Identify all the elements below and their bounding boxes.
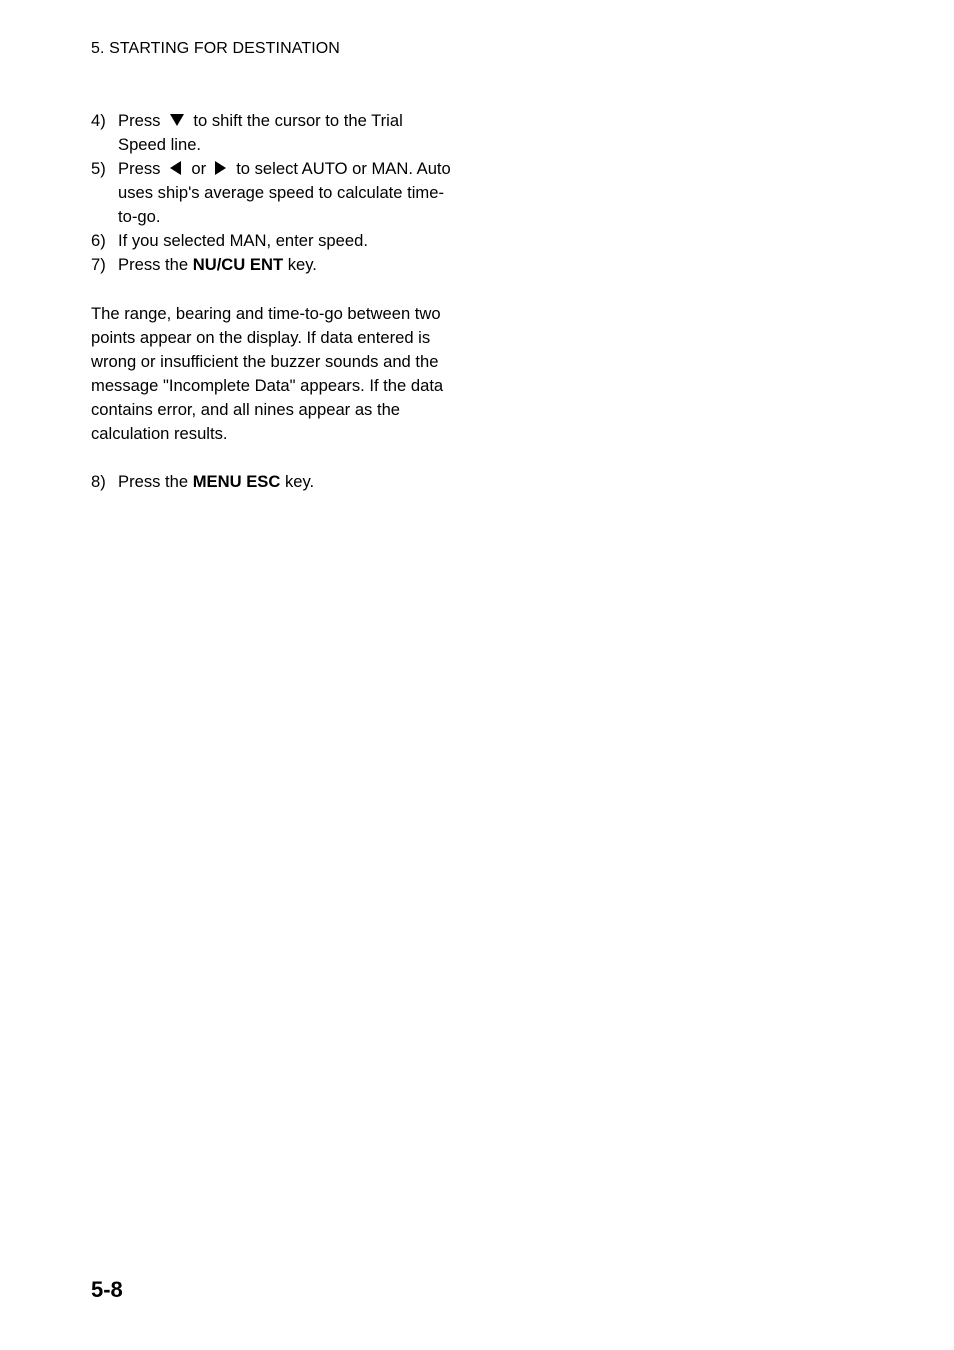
key-name: MENU ESC (192, 472, 281, 491)
step-text-pre: Press the (118, 255, 189, 274)
step-text-post: key. (284, 472, 315, 491)
step-6 (91, 229, 451, 253)
page-number: 5-8 (91, 1277, 123, 1302)
running-header: 5. STARTING FOR DESTINATION (91, 40, 340, 57)
step-text-post: to shift the cursor to the Trial Speed line. (118, 111, 403, 154)
step-5 (91, 157, 451, 229)
down-triangle-icon (170, 114, 184, 126)
key-name: NU/CU ENT (192, 255, 284, 274)
step-text (118, 109, 451, 157)
result-paragraph: The range, bearing and time-to-go between two points appear on the display. If data entered is wrong or insufficient the buzzer sounds and the message "Incomplete Data" appears. If the data contains error, and all nines appear as the calculation results. (91, 304, 444, 443)
step-number: 6) (91, 231, 106, 250)
right-triangle-icon (215, 161, 226, 175)
step-text-pre: Press (118, 111, 161, 130)
step-number: 7) (91, 255, 106, 274)
step-text-mid: or (191, 159, 207, 178)
step-number: 5) (91, 159, 106, 178)
step-text (118, 157, 451, 229)
step-text (118, 253, 451, 277)
step-4 (91, 109, 451, 157)
left-triangle-icon (170, 161, 181, 175)
step-number: 8) (91, 472, 106, 491)
step-text-post: to select AUTO or MAN. Auto uses ship's average speed to calculate time-to-go. (118, 159, 451, 226)
step-text-pre: Press the (118, 472, 189, 491)
content-column (91, 109, 451, 494)
step-text (118, 470, 451, 494)
step-text-post: key. (287, 255, 317, 274)
step-text: If you selected MAN, enter speed. (118, 231, 368, 250)
step-number: 4) (91, 111, 106, 130)
step-7 (91, 253, 451, 277)
step-text-pre: Press (118, 159, 161, 178)
step-8 (91, 470, 451, 494)
